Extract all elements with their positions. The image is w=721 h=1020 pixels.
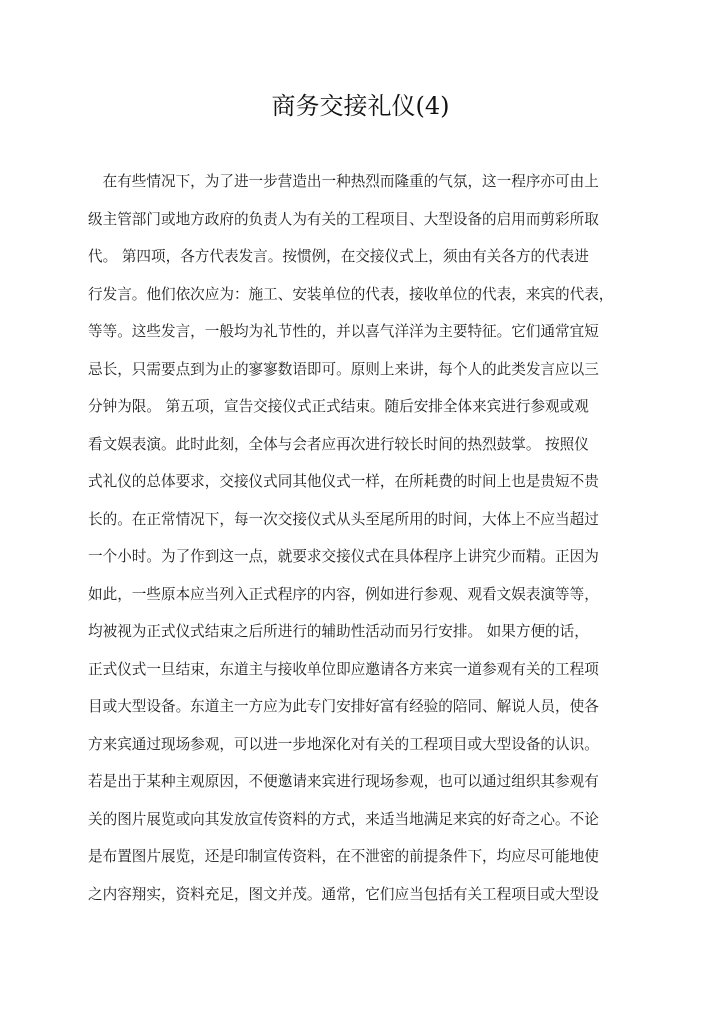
body-line: 长的。在正常情况下，每一次交接仪式从头至尾所用的时间，大体上不应当超过 <box>88 510 599 528</box>
body-line: 看文娱表演。此时此刻，全体与会者应再次进行较长时间的热烈鼓掌。 按照仪 <box>88 435 589 453</box>
body-line: 忌长，只需要点到为止的寥寥数语即可。原则上来讲，每个人的此类发言应以三 <box>88 360 599 378</box>
body-line: 分钟为限。 第五项，宣告交接仪式正式结束。随后安排全体来宾进行参观或观 <box>88 398 589 415</box>
body-line: 方来宾通过现场参观，可以进一步地深化对有关的工程项目或大型设备的认识。 <box>88 735 599 753</box>
body-line: 如此，一些原本应当列入正式程序的内容，例如进行参观、观看文娱表演等等， <box>88 585 599 603</box>
body-line: 等等。这些发言，一般均为礼节性的，并以喜气洋洋为主要特征。它们通常宜短 <box>88 323 599 340</box>
body-line: 代。 第四项，各方代表发言。按惯例，在交接仪式上，须由有关各方的代表进 <box>88 248 589 265</box>
body-line: 若是出于某种主观原因，不便邀请来宾进行现场参观，也可以通过组织其参观有 <box>88 773 599 790</box>
body-line: 正式仪式一旦结束，东道主与接收单位即应邀请各方来宾一道参观有关的工程项 <box>88 660 599 678</box>
body-line: 之内容翔实，资料充足，图文并茂。通常，它们应当包括有关工程项目或大型设 <box>88 885 599 903</box>
body-line: 式礼仪的总体要求，交接仪式同其他仪式一样，在所耗费的时间上也是贵短不贵 <box>88 473 599 490</box>
body-line: 均被视为正式仪式结束之后所进行的辅助性活动而另行安排。 如果方便的话， <box>88 623 589 640</box>
body-line: 关的图片展览或向其发放宣传资料的方式，来适当地满足来宾的好奇之心。不论 <box>88 810 599 828</box>
body-line: 级主管部门或地方政府的负责人为有关的工程项目、大型设备的启用而剪彩所取 <box>88 210 599 228</box>
body-line: 在有些情况下，为了进一步营造出一种热烈而隆重的气氛，这一程序亦可由上 <box>88 173 599 190</box>
body-line: 目或大型设备。东道主一方应为此专门安排好富有经验的陪同、解说人员，使各 <box>88 698 599 715</box>
body-line: 行发言。他们依次应为：施工、安装单位的代表，接收单位的代表，来宾的代表， <box>88 285 614 303</box>
document-title: 商务交接礼仪(4) <box>271 92 450 120</box>
body-line: 是布置图片展览，还是印制宣传资料，在不泄密的前提条件下，均应尽可能地使 <box>88 848 599 865</box>
document-body <box>88 163 616 913</box>
body-line: 一个小时。为了作到这一点，就要求交接仪式在具体程序上讲究少而精。正因为 <box>88 548 599 565</box>
